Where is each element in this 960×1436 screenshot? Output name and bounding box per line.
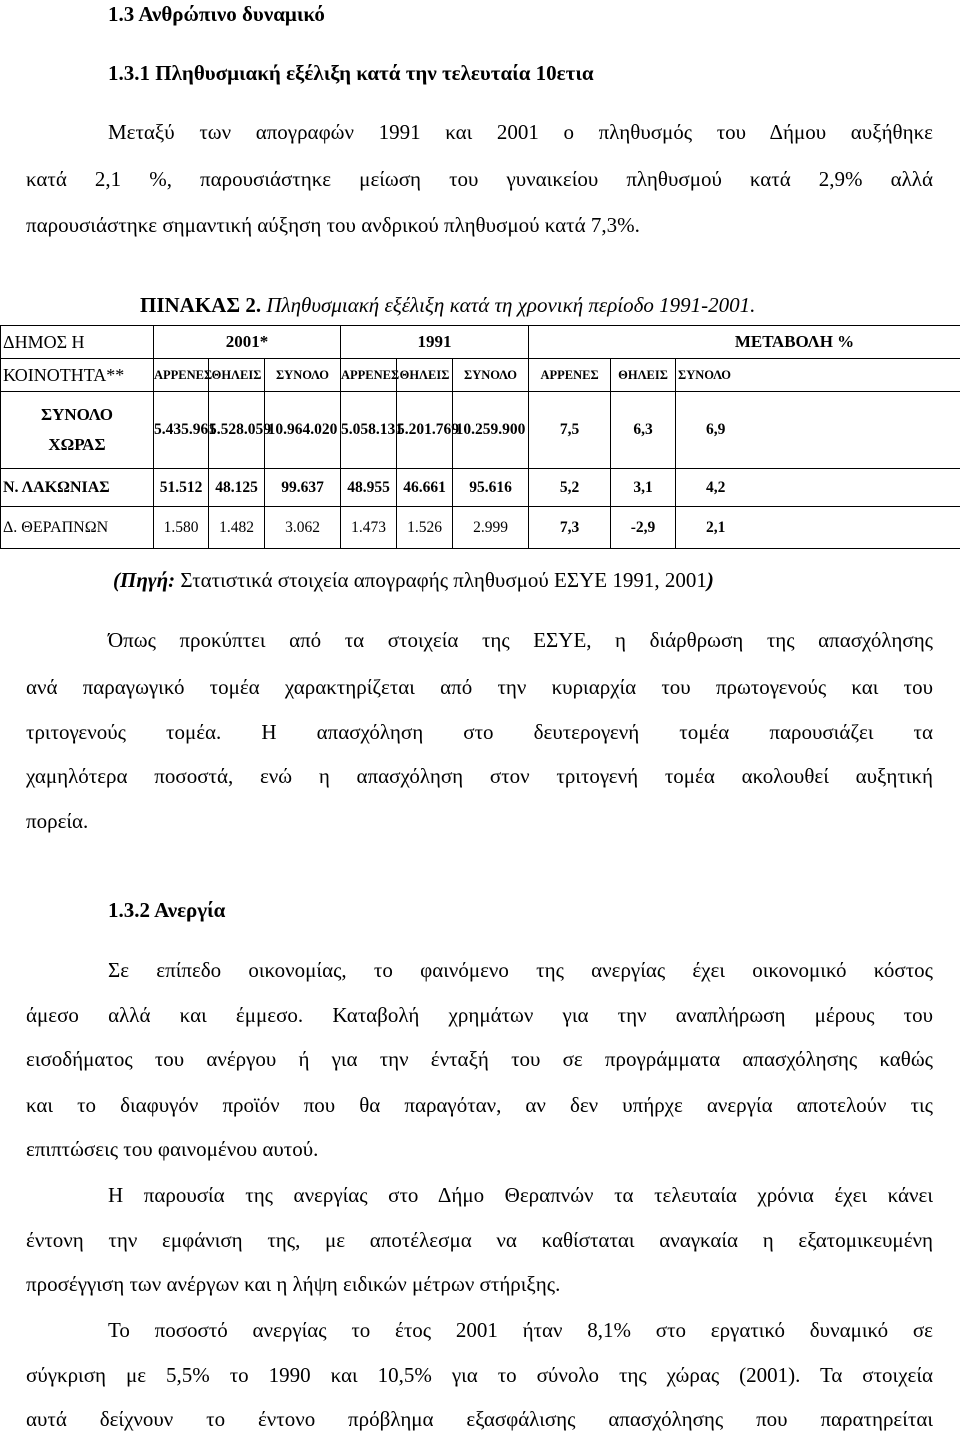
table-cell: 5.201.769 (397, 392, 453, 469)
intro-line-2: κατά 2,1 %, παρουσιάστηκε μείωση του γυναικείου πληθυσμού κατά 2,9% αλλά (26, 167, 933, 191)
employment-line-5: πορεία. (26, 809, 89, 833)
source-prefix: (Πηγή: (113, 568, 176, 592)
table-cell: 5.058.131 (341, 392, 397, 469)
sub-header: ΣΥΝΟΛΟ (453, 359, 529, 392)
table-caption (140, 293, 755, 318)
table-cell: 10.259.900 (453, 392, 529, 469)
sub-header: ΑΡΡΕΝΕΣ (529, 359, 611, 392)
table-cell: 46.661 (397, 469, 453, 507)
section-title: 1.3 Ανθρώπινο δυναμικό (108, 2, 325, 26)
table-source (113, 568, 714, 593)
unemployment-p1-line-3: εισοδήματος του ανέργου ή για την ένταξή του σε προγράμματα απασχόλησης καθώς (26, 1047, 933, 1071)
table-cell: 1.526 (397, 507, 453, 549)
sub-header: ΣΥΝΟΛΟ (265, 359, 341, 392)
unemployment-p1-line-4: και το διαφυγόν προϊόν που θα παραγόταν, αν δεν υπήρχε ανεργία αποτελούν τις (26, 1093, 933, 1117)
sub-header: ΑΡΡΕΝΕΣ (154, 359, 209, 392)
sub-header: ΘΗΛΕΙΣ (611, 359, 676, 392)
source-text: Στατιστικά στοιχεία απογραφής πληθυσμού ΕΣΥΕ 1991, 2001 (175, 568, 707, 592)
subsection-title: 1.3.1 Πληθυσμιακή εξέλιξη κατά την τελευταία 10ετια (108, 61, 594, 85)
table-cell: 1.580 (154, 507, 209, 549)
population-table (0, 325, 960, 549)
table-header-sub (1, 359, 960, 392)
employment-line-3: τριτογενούς τομέα. Η απασχόληση στο δευτερογενή τομέα παρουσιάζει τα (26, 720, 933, 744)
unemployment-p2-line-1: Η παρουσία της ανεργίας στο Δήμο Θεραπνών τα τελευταία χρόνια έχει κάνει (108, 1183, 933, 1207)
unemployment-p1-line-5: επιπτώσεις του φαινομένου αυτού. (26, 1137, 319, 1161)
table-cell: 3,1 (611, 469, 676, 507)
col-header-2001: 2001* (154, 326, 341, 359)
col-header-municipality-line2: ΚΟΙΝΟΤΗΤΑ** (1, 359, 154, 392)
table-cell: 5,2 (529, 469, 611, 507)
row-label-line2: ΧΩΡΑΣ (48, 435, 106, 454)
col-header-municipality-line1: ΔΗΜΟΣ Η (1, 326, 154, 359)
unemployment-p3-line-3: αυτά δείχνουν το έντονο πρόβλημα εξασφάλισης απασχόλησης που παρατηρείται (26, 1407, 933, 1431)
table-cell: 4,2 (676, 469, 960, 507)
unemployment-p3-line-1: Το ποσοστό ανεργίας το έτος 2001 ήταν 8,1% στο εργατικό δυναμικό σε (108, 1318, 933, 1342)
table-row (1, 392, 960, 469)
table-cell: 95.616 (453, 469, 529, 507)
table-caption-title: Πληθυσμιακή εξέλιξη κατά τη χρονική περίοδο 1991-2001. (266, 293, 756, 317)
col-header-1991: 1991 (341, 326, 529, 359)
row-label (1, 392, 154, 469)
row-label: Ν. ΛΑΚΩΝΙΑΣ (1, 469, 154, 507)
table-cell: 5.435.961 (154, 392, 209, 469)
intro-line-1: Μεταξύ των απογραφών 1991 και 2001 ο πληθυσμός του Δήμου αυξήθηκε (108, 120, 933, 144)
sub-header: ΘΗΛΕΙΣ (209, 359, 265, 392)
table-cell: 1.473 (341, 507, 397, 549)
unemployment-title: 1.3.2 Ανεργία (108, 898, 226, 922)
table-cell: -2,9 (611, 507, 676, 549)
unemployment-p3-line-2: σύγκριση με 5,5% το 1990 και 10,5% για το σύνολο της χώρας (2001). Τα στοιχεία (26, 1363, 933, 1387)
unemployment-p1-line-1: Σε επίπεδο οικονομίας, το φαινόμενο της ανεργίας έχει οικονομικό κόστος (108, 958, 933, 982)
table-cell: 1.482 (209, 507, 265, 549)
employment-line-1: Όπως προκύπτει από τα στοιχεία της ΕΣΥΕ, η διάρθρωση της απασχόλησης (108, 628, 933, 652)
row-label: Δ. ΘΕΡΑΠΝΩΝ (1, 507, 154, 549)
table-cell: 3.062 (265, 507, 341, 549)
col-header-change: ΜΕΤΑΒΟΛΗ % (529, 326, 960, 359)
table-cell: 6,3 (611, 392, 676, 469)
unemployment-p2-line-3: προσέγγιση των ανέργων και η λήψη ειδικών μέτρων στήριξης. (26, 1272, 561, 1296)
table-row (1, 469, 960, 507)
table-cell: 7,3 (529, 507, 611, 549)
table-cell: 51.512 (154, 469, 209, 507)
intro-line-3: παρουσιάστηκε σημαντική αύξηση του ανδρικού πληθυσμού κατά 7,3%. (26, 213, 640, 237)
table-cell: 5.528.059 (209, 392, 265, 469)
table-cell: 48.955 (341, 469, 397, 507)
employment-line-4: χαμηλότερα ποσοστά, ενώ η απασχόληση στον τριτογενή τομέα ακολουθεί αυξητική (26, 764, 933, 788)
table-cell: 48.125 (209, 469, 265, 507)
sub-header: ΣΥΝΟΛΟ (676, 359, 960, 392)
table-cell: 2,1 (676, 507, 960, 549)
table-cell: 2.999 (453, 507, 529, 549)
table-cell: 7,5 (529, 392, 611, 469)
employment-line-2: ανά παραγωγικό τομέα χαρακτηρίζεται από την κυριαρχία του πρωτογενούς και του (26, 675, 933, 699)
table-row (1, 507, 960, 549)
unemployment-p2-line-2: έντονη την εμφάνιση της, με αποτέλεσμα να καθίσταται αναγκαία η εξατομικευμένη (26, 1228, 933, 1252)
table-cell: 6,9 (676, 392, 960, 469)
sub-header: ΑΡΡΕΝΕΣ (341, 359, 397, 392)
table-cell: 10.964.020 (265, 392, 341, 469)
source-suffix: ) (706, 568, 714, 592)
row-label-line1: ΣΥΝΟΛΟ (40, 405, 114, 424)
table-caption-label: ΠΙΝΑΚΑΣ 2. (140, 293, 262, 317)
sub-header: ΘΗΛΕΙΣ (397, 359, 453, 392)
unemployment-p1-line-2: άμεσο αλλά και έμμεσο. Καταβολή χρημάτων για την αναπλήρωση μέρους του (26, 1003, 933, 1027)
table-cell: 99.637 (265, 469, 341, 507)
table-header-years (1, 326, 960, 359)
